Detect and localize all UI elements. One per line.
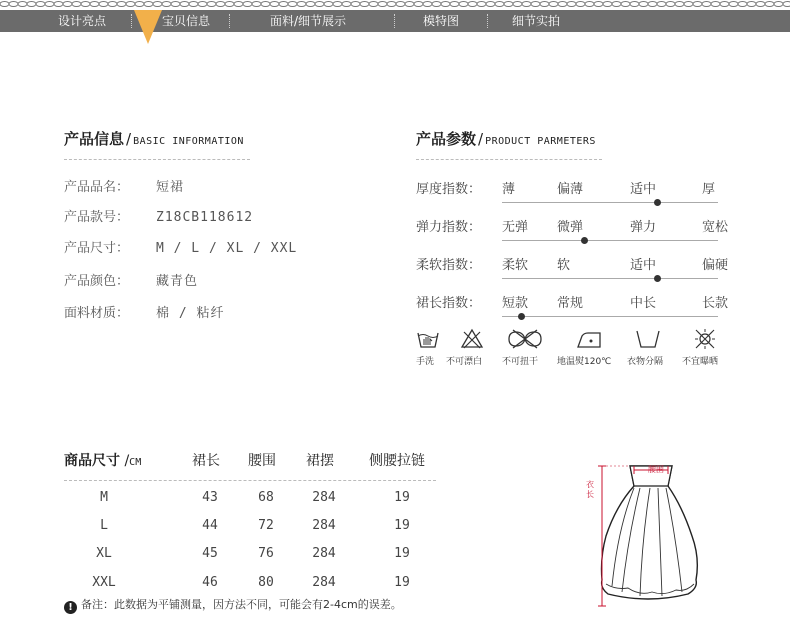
param-option: 中长 [630,296,657,311]
size-value-cell: 43 [202,490,218,505]
params-title-en: PRODUCT PARMETERS [485,136,596,147]
nav-divider [394,14,395,28]
chain-link [459,2,468,7]
waist-label: 腰围 [648,465,664,474]
chain-link [171,2,180,7]
chain-link [405,2,414,7]
param-label: 弹力指数： [416,220,482,235]
size-value-cell: 19 [394,575,410,590]
chain-link [495,2,504,7]
chain-link [666,2,675,7]
info-value: 短裙 [156,180,185,195]
chain-link [531,2,540,7]
chain-link [45,2,54,7]
chain-link [387,2,396,7]
chain-link [90,2,99,7]
chain-link [270,2,279,7]
chain-link [0,2,9,7]
iron-low-icon [574,328,606,354]
care-label-no-bleach: 不可漂白 [446,357,483,367]
size-value-cell: 19 [394,546,410,561]
size-value-cell: 68 [258,490,274,505]
size-value-cell: 72 [258,518,274,533]
size-table-unit: CM [129,457,142,468]
size-note [64,596,402,614]
chain-link [297,2,306,7]
nav-tab-fabric-details[interactable]: 面料/细节展示 [270,14,347,28]
chain-link [783,2,790,7]
chain-link [153,2,162,7]
chain-link [720,2,729,7]
param-option: 微弹 [557,220,584,235]
chain-link [684,2,693,7]
care-label-no-sun: 不宜曝晒 [682,357,719,367]
chain-link [9,2,18,7]
size-value-cell: 46 [202,575,218,590]
param-selected-marker [581,237,588,244]
chain-link [279,2,288,7]
chain-link [756,2,765,7]
chain-link [360,2,369,7]
param-label: 厚度指数： [416,182,482,197]
nav-divider [487,14,488,28]
size-label-cell: XL [96,546,112,561]
param-label: 裙长指数： [416,296,482,311]
nav-tab-detail-photos[interactable]: 细节实拍 [512,14,561,28]
size-col-header: 裙长 [192,453,220,469]
chain-link [603,2,612,7]
size-value-cell: 45 [202,546,218,561]
size-value-cell: 80 [258,575,274,590]
size-label-cell: L [100,518,108,533]
param-option: 短款 [502,296,529,311]
chain-link [324,2,333,7]
param-scale-line [502,278,718,279]
info-label: 产品尺寸： [64,241,130,256]
basic-info-title-cn: 产品信息 [64,130,125,148]
chain-link [594,2,603,7]
divider [416,159,602,160]
nav-tab-model-photos[interactable]: 模特图 [423,14,460,28]
param-option: 偏薄 [557,182,584,197]
param-scale-line [502,202,718,203]
info-label: 产品品名： [64,180,130,195]
size-col-header: 腰围 [248,453,276,469]
chain-link [315,2,324,7]
param-option: 偏硬 [702,258,729,273]
hand-wash-icon [416,328,440,354]
chain-link [486,2,495,7]
chain-link [477,2,486,7]
param-option: 软 [557,258,571,273]
nav-tab-design-highlights[interactable]: 设计亮点 [58,14,107,28]
chain-link [630,2,639,7]
params-title-cn: 产品参数 [416,130,477,148]
size-value-cell: 284 [312,490,336,505]
param-option: 薄 [502,182,516,197]
chain-link [675,2,684,7]
wash-separately-icon [634,328,662,354]
chain-link [243,2,252,7]
param-option: 适中 [630,182,657,197]
info-label: 面料材质： [64,306,130,321]
basic-info-title: 产品信息 / BASIC INFORMATION [64,130,244,148]
info-value: Z18CB118612 [156,210,254,225]
chain-link [585,2,594,7]
info-row-material [64,302,224,321]
param-option: 柔软 [502,258,529,273]
chain-link [513,2,522,7]
chain-link [135,2,144,7]
params-title: 产品参数 / PRODUCT PARMETERS [416,130,596,148]
divider [64,480,436,481]
size-value-cell: 284 [312,518,336,533]
param-selected-marker [654,275,661,282]
chain-link [207,2,216,7]
size-note-text: 备注：此数据为平铺测量，因方法不同，可能会有2-4cm的误差。 [81,598,402,611]
chain-link [414,2,423,7]
skirt-measurement-diagram [578,458,728,614]
care-label-no-wring: 不可扭干 [502,357,539,367]
info-value: M / L / XL / XXL [156,241,298,256]
chain-link [225,2,234,7]
chain-link [432,2,441,7]
chain-link [54,2,63,7]
no-sun-icon [693,328,717,354]
chain-link [108,2,117,7]
nav-divider [131,14,132,28]
chain-link [144,2,153,7]
param-option: 无弹 [502,220,529,235]
param-option: 长款 [702,296,729,311]
chain-link [81,2,90,7]
chain-link [27,2,36,7]
chain-link [648,2,657,7]
param-option: 弹力 [630,220,657,235]
chain-link [252,2,261,7]
chain-link [711,2,720,7]
chain-link [126,2,135,7]
size-col-header: 侧腰拉链 [369,453,425,469]
chain-link [576,2,585,7]
chain-link [63,2,72,7]
info-row-style-number [64,206,253,225]
param-scale-line [502,240,718,241]
size-value-cell: 284 [312,546,336,561]
info-value: 棉 / 粘纤 [156,306,225,321]
info-row-color [64,270,198,289]
size-value-cell: 284 [312,575,336,590]
chain-link [351,2,360,7]
chain-link [189,2,198,7]
param-option: 宽松 [702,220,729,235]
chain-link [234,2,243,7]
param-label: 柔软指数： [416,258,482,273]
chain-link [567,2,576,7]
chain-link [702,2,711,7]
size-col-header: 裙摆 [306,453,334,469]
chain-link [729,2,738,7]
chain-link [180,2,189,7]
basic-info-title-en: BASIC INFORMATION [133,136,244,147]
chain-link [306,2,315,7]
care-label-wash-separately: 衣物分隔 [627,357,664,367]
chain-link [288,2,297,7]
size-table-title: 商品尺寸 /CM [64,453,142,469]
divider [64,159,250,160]
param-option: 厚 [702,182,716,197]
chain-link [18,2,27,7]
chain-link [549,2,558,7]
size-value-cell: 44 [202,518,218,533]
chain-link [378,2,387,7]
chain-link [99,2,108,7]
chain-link [765,2,774,7]
param-selected-marker [518,313,525,320]
chain-link [36,2,45,7]
chain-link [216,2,225,7]
info-label: 产品款号： [64,210,130,225]
size-value-cell: 19 [394,518,410,533]
info-row-name [64,176,184,195]
care-label-iron: 地温熨120℃ [557,357,612,367]
chain-link [738,2,747,7]
chain-link [450,2,459,7]
nav-tab-product-info[interactable]: 宝贝信息 [162,14,211,28]
warning-icon: ! [64,601,77,614]
info-row-sizes [64,237,297,256]
info-label: 产品颜色： [64,274,130,289]
chain-link [774,2,783,7]
chain-link [504,2,513,7]
param-option: 常规 [557,296,584,311]
no-bleach-icon [460,328,484,354]
chain-border [0,0,790,8]
chain-link [558,2,567,7]
chain-link [540,2,549,7]
chain-link [117,2,126,7]
no-wring-icon [505,328,545,354]
chain-link [621,2,630,7]
info-value: 藏青色 [156,274,199,289]
chain-link [72,2,81,7]
length-label: 衣长 [586,480,594,499]
size-table-title-cn: 商品尺寸 [64,453,120,469]
chain-link [333,2,342,7]
param-scale-line [502,316,718,317]
chain-link [657,2,666,7]
size-value-cell: 19 [394,490,410,505]
nav-divider [229,14,230,28]
chain-link [342,2,351,7]
chain-link [522,2,531,7]
care-label-hand-wash: 手洗 [416,357,435,367]
chain-link [261,2,270,7]
chain-link [747,2,756,7]
size-label-cell: M [100,490,108,505]
chain-link [612,2,621,7]
active-tab-arrow-icon [134,10,162,44]
param-selected-marker [654,199,661,206]
chain-link [693,2,702,7]
param-option: 适中 [630,258,657,273]
size-value-cell: 76 [258,546,274,561]
chain-link [639,2,648,7]
chain-link [441,2,450,7]
chain-link [369,2,378,7]
chain-link [468,2,477,7]
chain-link [162,2,171,7]
size-label-cell: XXL [92,575,116,590]
top-nav-bar [0,10,790,32]
chain-link [198,2,207,7]
chain-link [423,2,432,7]
chain-link [396,2,405,7]
